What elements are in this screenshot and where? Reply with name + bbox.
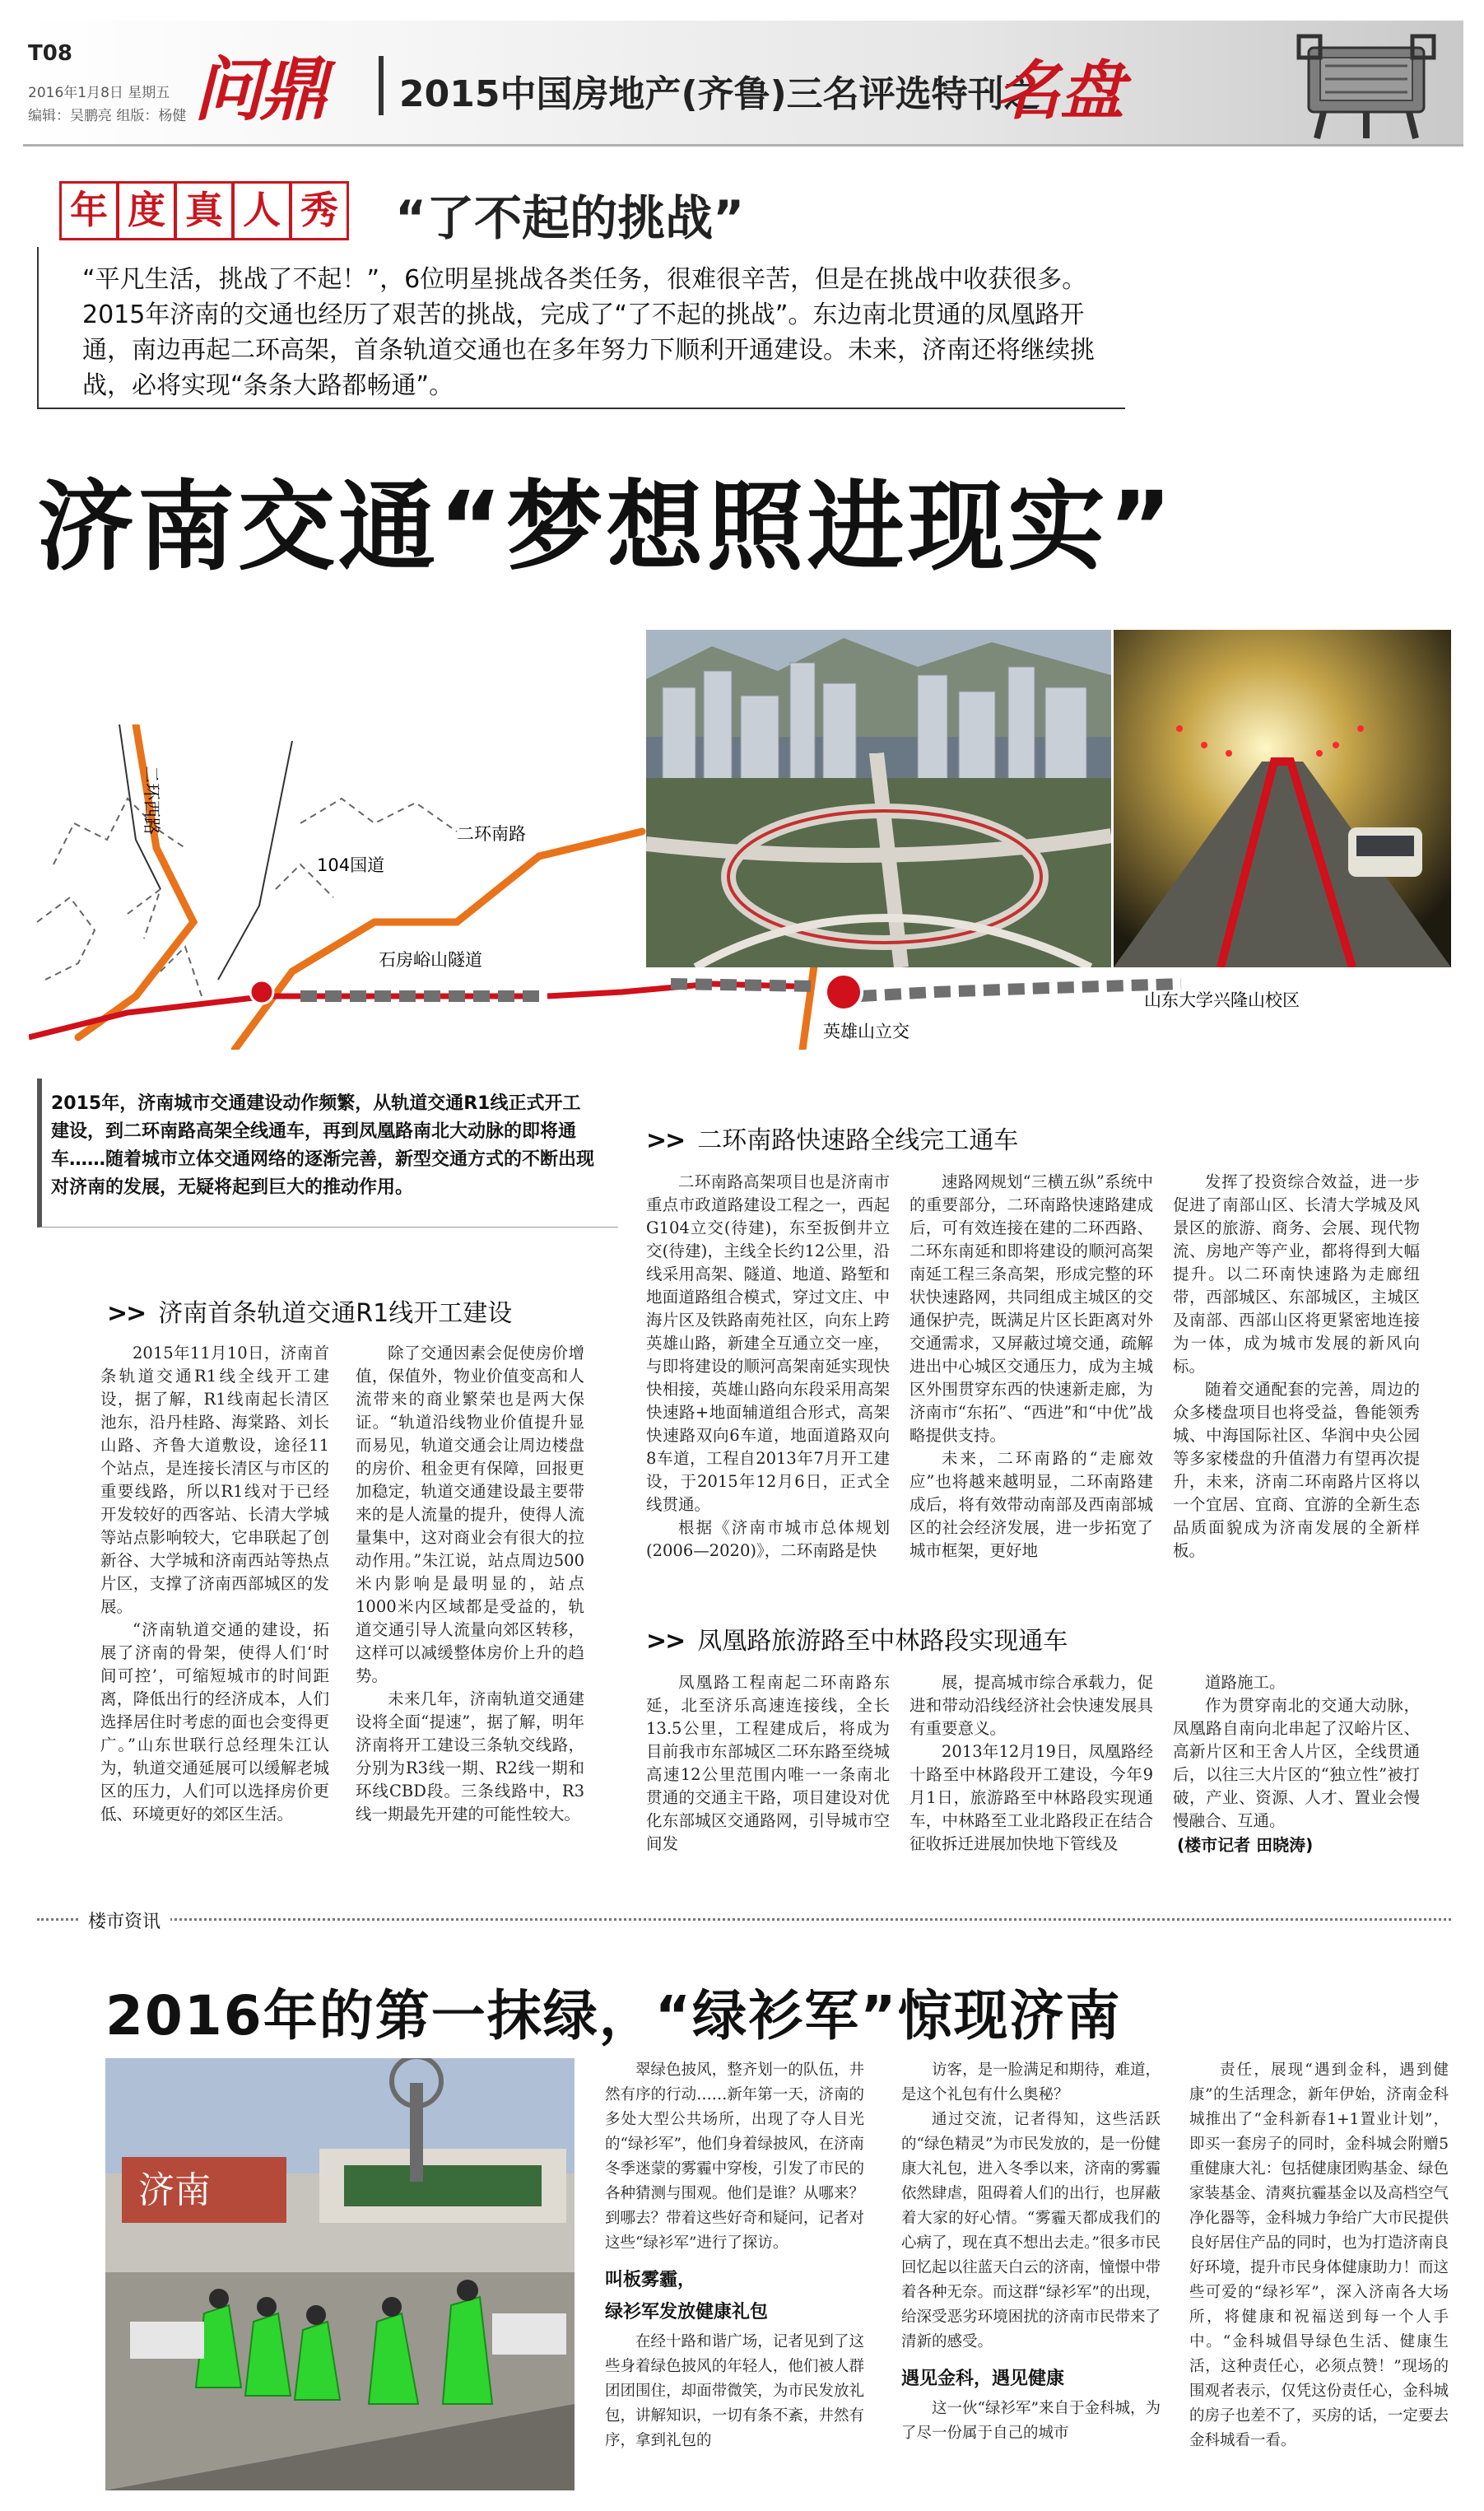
section2-heading: >> 二环南路快速路全线完工通车: [646, 1126, 1019, 1155]
section3-column-b: [909, 1671, 1153, 1856]
show-quote: “了不起的挑战”: [395, 190, 745, 246]
page-number: T08: [28, 41, 72, 66]
news-column-b: [901, 2058, 1161, 2446]
photo-sign-text: 济南: [138, 2169, 211, 2211]
tunnel-photo: [1114, 630, 1451, 967]
route-west-red: [29, 996, 531, 1037]
paragraph: 这一伙“绿衫军”来自于金科城，为了尽一份属于自己的城市: [901, 2400, 1161, 2442]
paragraph: 在经十路和谐广场，记者见到了这些身着绿色披风的年轻人，他们被人群团团围住，却面带微笑，为市民发放礼包，讲解知识，一切有条不紊，井然有序，拿到礼包的: [605, 2333, 864, 2449]
node-104-interchange: [250, 981, 273, 1004]
seal-char-5: 秀: [290, 181, 349, 240]
node-yingxiongshan-interchange: [826, 974, 862, 1010]
section2-column-a: [646, 1171, 890, 1563]
paragraph: “济南轨道交通的建设，拓展了济南的骨架，使得人们‘时间可控’，可缩短城市的时间距离，降低出行的经济成本，人们选择居住时考虑的面也会变得更广。”山东世联行总经理朱江认为，轨道交通延展可以缓解老城区的压力，人们可以选择房价更低、环境更好的郊区生活。: [100, 1620, 329, 1824]
section1-column-b: [356, 1342, 584, 1826]
paragraph: 随着交通配套的完善，周边的众多楼盘项目也将受益，鲁能领秀城、中海国际社区、华润中央公园等多家楼盘的升值潜力有望再次提升，未来，济南二环南路片区将以一个宜居、宜商、宜游的全新生态品质面貌成为济南发展的全新样板。: [1173, 1380, 1420, 1560]
news-subhead-3: 遇见金科，遇见健康: [901, 2369, 1065, 2389]
intro-text: “平凡生活，挑战了不起！”，6位明星挑战各类任务，很难很辛苦，但是在挑战中收获很多。2015年济南的交通也经历了艰苦的挑战，完成了“了不起的挑战”。东边南北贯通的凤凰路开通，南边再起二环高架，首条轨道交通也在多年努力下顺利开通建设。未来，济南还将继续挑战，必将实现“条条大路都畅通”。: [82, 265, 1095, 400]
ding-vessel-icon: [1284, 25, 1449, 140]
map-label-west-ring: 二环西路: [142, 766, 161, 835]
seal-char-1: 年: [59, 181, 119, 240]
paragraph: 速路网规划“三横五纵”系统中的重要部分，二环南路快速路建成后，可有效连接在建的二环西路、二环东南延和即将建设的顺河高架南延工程三条高架，形成完整的环状快速路网，共同组成主城区的交通保护壳，既满足片区长距离对外交通需求，又屏蔽过境交通，疏解进出中心城区交通压力，成为主城区外围贯穿东西的快速新走廊，为济南市“东拓”、“西进”和“中优”战略提供支持。: [909, 1172, 1153, 1445]
section2-column-c: [1173, 1171, 1420, 1563]
seal-char-3: 真: [174, 181, 234, 240]
news-subhead-2: 绿衫军发放健康礼包: [605, 2302, 769, 2322]
header-accent-title: 名盘: [996, 54, 1125, 128]
news-column-c: [1189, 2058, 1449, 2453]
map-label-104: 104国道: [317, 855, 385, 875]
news-headline: 2016年的第一抹绿，“绿衫军”惊现济南: [105, 1984, 1122, 2047]
brand-logo: 问鼎: [193, 49, 326, 130]
section3-column-a: [646, 1671, 890, 1856]
seal-char-4: 人: [232, 181, 291, 240]
news-column-a: [605, 2058, 864, 2453]
section3-column-c: [1173, 1671, 1420, 1833]
map-label-south-ring: 二环南路: [457, 824, 526, 844]
paragraph: 根据《济南市城市总体规划(2006—2020)》，二环南路是快: [646, 1518, 890, 1560]
paragraph: 访客，是一脸满足和期待，难道，是这个礼包有什么奥秘？: [901, 2061, 1161, 2103]
interchange-photo: [646, 630, 1111, 967]
section1-heading: >> 济南首条轨道交通R1线开工建设: [107, 1299, 513, 1328]
paragraph: 责任，展现“遇到金科，遇到健康”的生活理念，新年伊始，济南金科城推出了“金科新春1+1置业计划”，即买一套房子的同时，金科城会附赠5重健康大礼：包括健康团购基金、绿色家装基金、清爽抗霾基金以及高档空气净化器等，金科城力争给广大市民提供良好居住产品的同时，也为打造济南良好环境，提升市民身体健康助力！而这些可爱的“绿衫军”，深入济南各大场所，将健康和祝福送到每一个人手中。“金科城倡导绿色生活、健康生活，这种责任心，必须点赞！”现场的围观者表示，仅凭这份责任心，金科城的房子也差不了，买房的话，一定要去金科城看一看。: [1189, 2061, 1449, 2449]
route-east-tunnel: [860, 984, 1181, 996]
paragraph: 道路施工。: [1205, 1673, 1286, 1692]
south-ring-road-west: [235, 832, 642, 1050]
west-ring-road: [78, 724, 193, 1037]
paragraph: 作为贯穿南北的交通大动脉，凤凰路自南向北串起了汉峪片区、高新片区和王舍人片区，全线贯通后，以往三大片区的“独立性”被打破，产业、资源、人才、置业会慢慢融合、互通。: [1173, 1696, 1420, 1830]
lead-paragraph: 2015年，济南城市交通建设动作频繁，从轨道交通R1线正式开工建设，到二环南路高架全线通车，再到凤凰路南北大动脉的即将通车……随着城市立体交通网络的逐渐完善，新型交通方式的不断出现对济南的发展，无疑将起到巨大的推动作用。: [51, 1093, 595, 1198]
map-label-sdu: 山东大学兴隆山校区: [1144, 990, 1300, 1010]
seal-char-2: 度: [117, 181, 176, 240]
news-subhead-1: 叫板雾霾，: [605, 2270, 696, 2290]
map-label-yingxiongshan: 英雄山立交: [823, 1022, 909, 1041]
section3-heading: >> 凤凰路旅游路至中林路段实现通车: [646, 1627, 1068, 1656]
paragraph: 通过交流，记者得知，这些活跃的“绿色精灵”为市民发放的，是一份健康大礼包，进入冬季以来，济南的雾霾依然肆虐，阻碍着人们的出行，也屏蔽着大家的好心情。“雾霾天都成我们的心病了，现在真不想出去走。”很多市民回忆起以往蓝天白云的济南，憧憬中带着各种无奈。而这群“绿衫军”的出现，给深受恶劣环境困扰的济南市民带来了清新的感受。: [901, 2111, 1161, 2350]
reporter-byline: (楼市记者 田晓涛): [1177, 1835, 1314, 1855]
paragraph: 2013年12月19日，凤凰路经十路至中林路段开工建设，今年9月1日，旅游路至中林路段实现通车，中林路至工业北路段正在结合征收拆迁进展加快地下管线及: [909, 1742, 1153, 1853]
section1-column-a: [100, 1342, 329, 1826]
news-divider: [37, 1918, 1451, 1921]
paragraph: 2015年11月10日，济南首条轨道交通R1线全线开工建设，据了解，R1线南起长清区池东，沿丹桂路、海棠路、刘长山路、齐鲁大道敷设，途径11个站点，是连接长清区与市区的重要线路，所以R1线对于已经开发较好的西客站、长清大学城等站点影响较大，它串联起了创新谷、大学城和济南西站等热点片区，支撑了济南西部城区的发展。: [100, 1344, 329, 1616]
section2-column-b: [909, 1171, 1153, 1563]
main-headline: 济南交通“梦想照进现实”: [37, 470, 1176, 584]
paragraph: 未来几年，济南轨道交通建设将全面“提速”，据了解，明年济南将开工建设三条轨交线路，分别为R3线一期、R2线一期和环线CBD段。三条线路中，R3线一期最先开建的可能性较大。: [356, 1689, 584, 1824]
green-army-photo: [105, 2058, 575, 2490]
issue-date: 2016年1月8日 星期五: [28, 85, 170, 101]
map-label-shifangyu: 石房峪山隧道: [379, 950, 482, 970]
header-divider: [379, 56, 384, 115]
paragraph: 发挥了投资综合效益，进一步促进了南部山区、长清大学城及风景区的旅游、商务、会展、现代物流、房地产等产业，都将得到大幅提升。以二环南快速路为走廊纽带，西部城区、东部城区，主城区及南部、西部山区将更紧密地连接为一体，成为城市发展的新风向标。: [1173, 1172, 1420, 1376]
paragraph: 展，提高城市综合承载力，促进和带动沿线经济社会快速发展具有重要意义。: [909, 1673, 1153, 1738]
paragraph: 除了交通因素会促使房价增值，保值外，物业价值变高和人流带来的商业繁荣也是两大保证。“轨道沿线物业价值提升显而易见，轨道交通会让周边楼盘的房价、租金更有保障，回报更加稳定，轨道交通建设最主要带来的是人流量的提升，使得人流量集中，这对商业会有很大的拉动作用。”朱江说，站点周边500米内影响是最明显的，站点1000米内区域都是受益的，轨道交通引导人流量向郊区转移，这样可以减缓整体房价上升的趋势。: [356, 1344, 584, 1685]
paragraph: 未来，二环南路的“走廊效应”也将越来越明显，二环南路建成后，将有效带动南部及西南部城区的社会经济发展，进一步拓宽了城市框架，更好地: [909, 1449, 1153, 1560]
paragraph: 二环南路高架项目也是济南市重点市政道路建设工程之一，西起G104立交(待建)，东至扳倒井立交(待建)，主线全长约12公里，沿线采用高架、隧道、地道、路堑和地面道路组合模式，穿过文庄、中海片区及铁路南苑社区，向东上跨英雄山路，新建全互通立交一座，与即将建设的顺河高架南延实现快快相接，英雄山路向东段采用高架快速路+地面辅道组合形式，高架快速路双向6车道，地面道路双向8车道，工程自2013年7月开工建设，于2015年12月6日，正式全线贯通。: [646, 1172, 890, 1514]
paragraph: 翠绿色披风，整齐划一的队伍，井然有序的行动……新年第一天，济南的多处大型公共场所，出现了夺人目光的“绿衫军”，他们身着绿披风，在济南冬季迷蒙的雾霾中穿梭，引发了市民的各种猜测与围观。他们是谁？从哪来？到哪去？带着这些好奇和疑问，记者对这些“绿衫军”进行了探访。: [605, 2061, 864, 2252]
editor-credits: 编辑：吴鹏亮 组版：杨健: [28, 108, 187, 124]
news-section-label: 楼市资讯: [78, 1908, 170, 1933]
paragraph: 凤凰路工程南起二环南路东延，北至济乐高速连接线，全长13.5公里，工程建成后，将成为目前我市东部城区二环东路至绕城高速12公里范围内唯一一条南北贯通的交通主干路，项目建设对优化东部城区交通路网，引导城市空间发: [646, 1673, 890, 1853]
header-title: 2015中国房地产(齐鲁)三名评选特刊之: [399, 73, 1040, 115]
